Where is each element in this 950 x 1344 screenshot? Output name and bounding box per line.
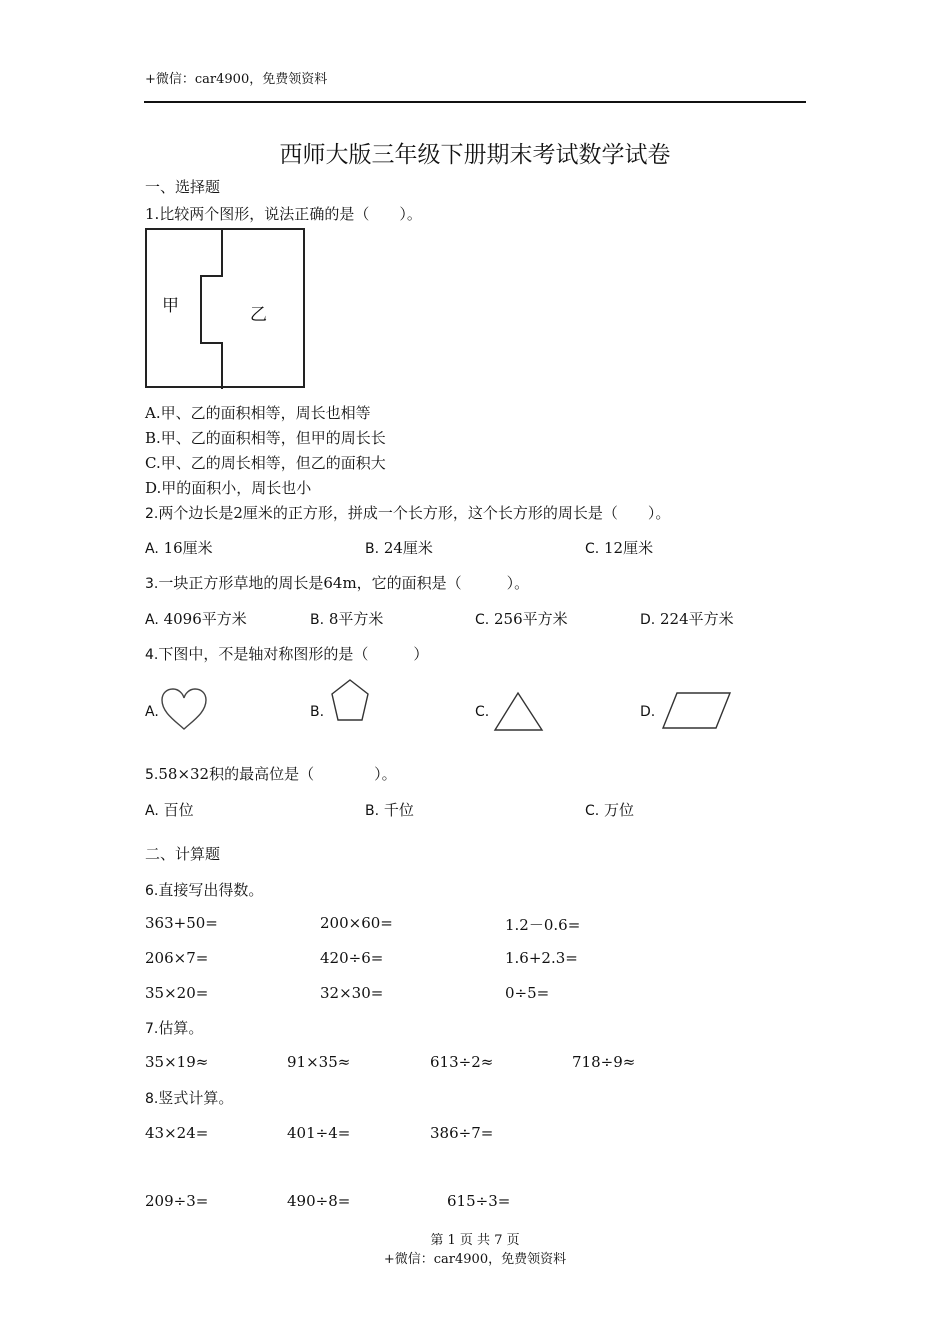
question-3-stem: 一块正方形草地的周长是64m，它的面积是（ ）。 bbox=[158, 574, 530, 592]
question-5-stem: 58×32积的最高位是（ ）。 bbox=[158, 765, 397, 783]
q8-item: 615÷3= bbox=[447, 1192, 511, 1210]
question-5-number: 5. bbox=[145, 767, 159, 783]
question-2-stem: 两个边长是2厘米的正方形，拼成一个长方形，这个长方形的周长是（ ）。 bbox=[158, 504, 671, 522]
q6-item: 206×7= bbox=[145, 949, 209, 967]
q8-item: 43×24= bbox=[145, 1124, 209, 1142]
question-6 bbox=[145, 879, 263, 900]
q1-option-c: C.甲、乙的周长相等，但乙的面积大 bbox=[145, 454, 386, 472]
heart-icon bbox=[160, 688, 208, 730]
question-8-number: 8. bbox=[145, 1091, 159, 1107]
question-6-stem: 直接写出得数。 bbox=[158, 881, 264, 899]
question-7 bbox=[145, 1017, 203, 1038]
q7-item: 613÷2≈ bbox=[430, 1053, 494, 1071]
question-3 bbox=[145, 572, 529, 593]
q8-item: 490÷8= bbox=[287, 1192, 351, 1210]
q4-option-b-label: B. bbox=[310, 704, 325, 720]
q6-item: 35×20= bbox=[145, 984, 209, 1002]
page-title: 西师大版三年级下册期末考试数学试卷 bbox=[279, 142, 671, 168]
question-8 bbox=[145, 1087, 233, 1108]
question-2-number: 2. bbox=[145, 506, 159, 522]
question-8-stem: 竖式计算。 bbox=[158, 1089, 234, 1107]
footer-watermark: +微信：car4900，免费领资料 bbox=[383, 1252, 567, 1267]
q6-item: 1.2－0.6= bbox=[505, 916, 581, 934]
question-7-number: 7. bbox=[145, 1021, 159, 1037]
section-heading-choice: 一、选择题 bbox=[145, 178, 221, 196]
q2-option-c: C. 12厘米 bbox=[585, 539, 654, 557]
header-rule bbox=[144, 101, 806, 103]
q4-option-a-label: A. bbox=[145, 704, 159, 720]
q4-option-c-label: C. bbox=[475, 704, 490, 720]
triangle-icon bbox=[494, 692, 544, 732]
question-7-stem: 估算。 bbox=[158, 1019, 204, 1037]
q3-option-a: A. 4096平方米 bbox=[145, 610, 247, 628]
q6-item: 32×30= bbox=[320, 984, 384, 1002]
header-watermark: +微信：car4900，免费领资料 bbox=[145, 72, 328, 87]
q7-item: 35×19≈ bbox=[145, 1053, 209, 1071]
q6-item: 1.6+2.3= bbox=[505, 949, 578, 967]
figure-label-jia: 甲 bbox=[162, 296, 179, 316]
q8-item: 386÷7= bbox=[430, 1124, 494, 1142]
q5-option-c: C. 万位 bbox=[585, 801, 635, 819]
q7-item: 718÷9≈ bbox=[572, 1053, 636, 1071]
question-1-stem: 1.比较两个图形，说法正确的是（ ）。 bbox=[145, 205, 422, 223]
q6-item: 420÷6= bbox=[320, 949, 384, 967]
question-4-number: 4. bbox=[145, 647, 159, 663]
q5-option-a: A. 百位 bbox=[145, 801, 194, 819]
q3-option-b: B. 8平方米 bbox=[310, 610, 384, 628]
section-heading-calc: 二、计算题 bbox=[145, 845, 221, 863]
q1-option-b: B.甲、乙的面积相等，但甲的周长长 bbox=[145, 429, 386, 447]
question-3-number: 3. bbox=[145, 576, 159, 592]
q4-option-d-label: D. bbox=[640, 704, 656, 720]
q6-item: 363+50= bbox=[145, 914, 218, 932]
q8-item: 209÷3= bbox=[145, 1192, 209, 1210]
q6-item: 0÷5= bbox=[505, 984, 550, 1002]
q1-option-a: A.甲、乙的面积相等，周长也相等 bbox=[145, 404, 371, 422]
q5-option-b: B. 千位 bbox=[365, 801, 414, 819]
question-4-stem: 下图中，不是轴对称图形的是（ ） bbox=[158, 645, 429, 663]
figure-label-yi: 乙 bbox=[250, 305, 267, 325]
pentagon-icon bbox=[330, 679, 370, 721]
question-5 bbox=[145, 763, 397, 784]
question-6-number: 6. bbox=[145, 883, 159, 899]
q2-option-b: B. 24厘米 bbox=[365, 539, 433, 557]
q3-option-c: C. 256平方米 bbox=[475, 610, 568, 628]
parallelogram-icon bbox=[662, 692, 732, 730]
q1-option-d: D.甲的面积小，周长也小 bbox=[145, 479, 312, 497]
q6-item: 200×60= bbox=[320, 914, 393, 932]
question-4 bbox=[145, 643, 428, 664]
q2-option-a: A. 16厘米 bbox=[145, 539, 213, 557]
q7-item: 91×35≈ bbox=[287, 1053, 351, 1071]
question-2 bbox=[145, 502, 670, 523]
q3-option-d: D. 224平方米 bbox=[640, 610, 734, 628]
q8-item: 401÷4= bbox=[287, 1124, 351, 1142]
page-number: 第 1 页 共 7 页 bbox=[430, 1233, 520, 1248]
